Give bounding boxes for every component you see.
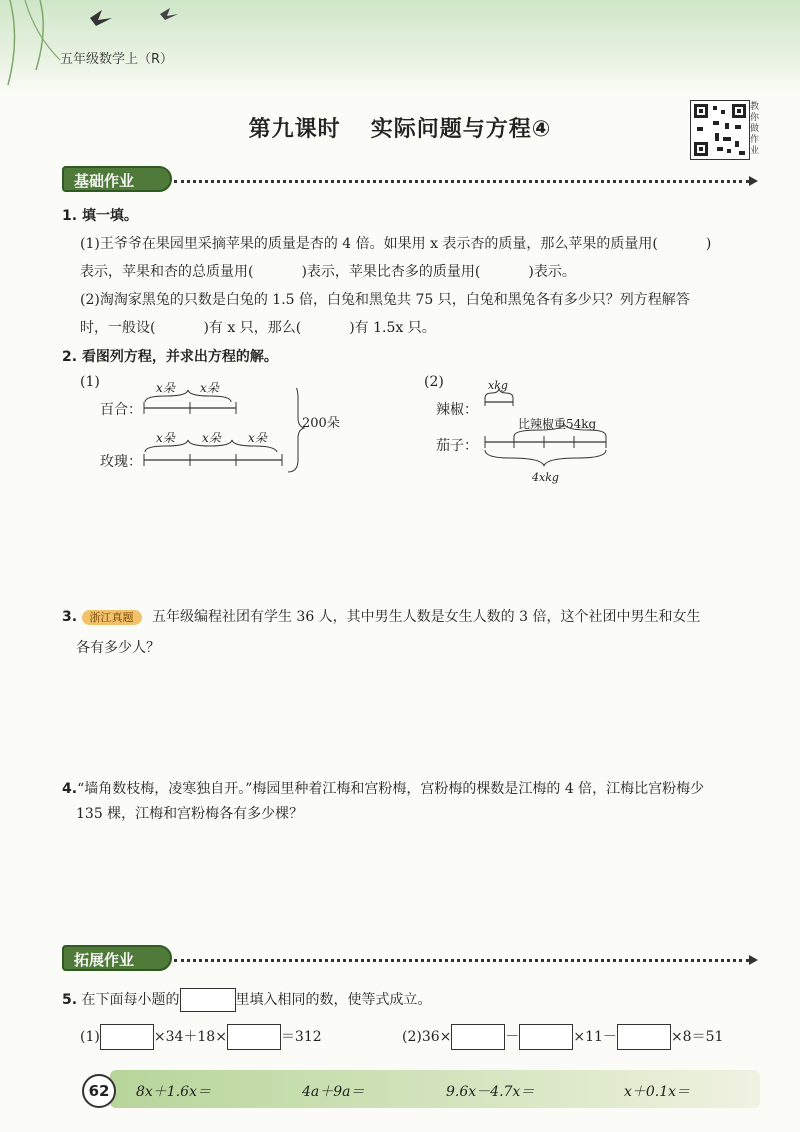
fig1-row1-label: 百合： <box>100 402 142 418</box>
q5-equation-2: (2)36× － ×11－ ×8＝51 <box>402 1024 723 1050</box>
q1-line2: 表示，苹果和杏的总质量用( )表示，苹果比杏多的质量用( )表示。 <box>80 264 576 280</box>
fig2-total-label: 4xkg <box>532 471 559 484</box>
fig1-seg-label: x朵 <box>156 431 175 445</box>
fig1-seg-label: x朵 <box>248 431 267 445</box>
footer-practice-item: 9.6x－4.7x＝ <box>446 1084 535 1100</box>
lesson-number: 第九课时 <box>248 117 341 142</box>
fig2-label: (2) <box>424 374 444 390</box>
willow-decoration <box>0 0 220 90</box>
q5-line: 5. 在下面每小题的 里填入相同的数，使等式成立。 <box>62 988 432 1012</box>
q1-line3: (2)淘淘家黑兔的只数是白兔的 1.5 倍，白兔和黑兔共 75 只，白兔和黑兔各有多少只？列方程解答 <box>80 292 690 308</box>
fig2-diagram <box>480 388 620 470</box>
answer-box[interactable] <box>227 1024 281 1050</box>
section-divider <box>174 180 749 183</box>
footer-practice-item: x＋0.1x＝ <box>624 1084 691 1100</box>
qr-code-icon <box>691 101 749 159</box>
lesson-topic: 实际问题与方程④ <box>370 117 552 142</box>
qr-label: 教你做作业 <box>750 102 760 156</box>
section-divider <box>174 959 749 962</box>
q3-line1: 3. 浙江真题 五年级编程社团有学生 36 人，其中男生人数是女生人数的 3 倍，这个社团中男生和女生 <box>62 609 701 625</box>
q3-line2: 各有多少人？ <box>76 640 160 656</box>
arrow-right-icon <box>749 176 758 186</box>
footer-practice-item: 8x＋1.6x＝ <box>136 1084 211 1100</box>
fig1-seg-label: x朵 <box>156 381 175 395</box>
qr-code[interactable] <box>690 100 750 160</box>
q4-line1: 4.“墙角数枝梅，凌寒独自开。”梅园里种着江梅和宫粉梅，宫粉梅的棵数是江梅的 4 倍，江梅比宫粉梅少 <box>62 781 705 797</box>
q1-line1: (1)王爷爷在果园里采摘苹果的质量是杏的 4 倍。如果用 x 表示杏的质量，那么苹果的质量用( ) <box>80 236 712 252</box>
section-extended: 拓展作业 <box>62 945 172 971</box>
answer-box[interactable] <box>617 1024 671 1050</box>
fig1-total-label: 200朵 <box>302 416 340 431</box>
q1-line4: 时，一般设( )有 x 只，那么( )有 1.5x 只。 <box>80 320 436 336</box>
q4-line2: 135 棵，江梅和宫粉梅各有多少棵？ <box>76 806 304 822</box>
fig1-label: (1) <box>80 374 100 390</box>
fig2-row2-label: 茄子： <box>436 438 478 454</box>
fig2-row1-label: 辣椒： <box>436 402 478 418</box>
q1-heading: 1. 填一填。 <box>62 208 138 224</box>
section-basic: 基础作业 <box>62 166 172 192</box>
fig2-seg-label: xkg <box>488 379 508 392</box>
sample-box <box>180 988 236 1012</box>
grade-label: 五年级数学上（R） <box>60 52 174 67</box>
answer-box[interactable] <box>451 1024 505 1050</box>
arrow-right-icon <box>749 955 758 965</box>
page-title <box>0 112 800 143</box>
fig2-diff-label: 比辣椒重54kg <box>518 417 597 431</box>
page-number: 62 <box>82 1074 116 1108</box>
q5-equation-1: (1) ×34＋18× ＝312 <box>80 1024 322 1050</box>
q2-heading: 2. 看图列方程，并求出方程的解。 <box>62 349 278 365</box>
answer-box[interactable] <box>100 1024 154 1050</box>
fig1-diagram <box>140 388 310 478</box>
fig1-row2-label: 玫瑰： <box>100 454 142 470</box>
answer-box[interactable] <box>519 1024 573 1050</box>
fig1-seg-label: x朵 <box>200 381 219 395</box>
footer-practice-item: 4a＋9a＝ <box>302 1084 365 1100</box>
fig1-seg-label: x朵 <box>202 431 221 445</box>
source-tag: 浙江真题 <box>82 610 142 625</box>
